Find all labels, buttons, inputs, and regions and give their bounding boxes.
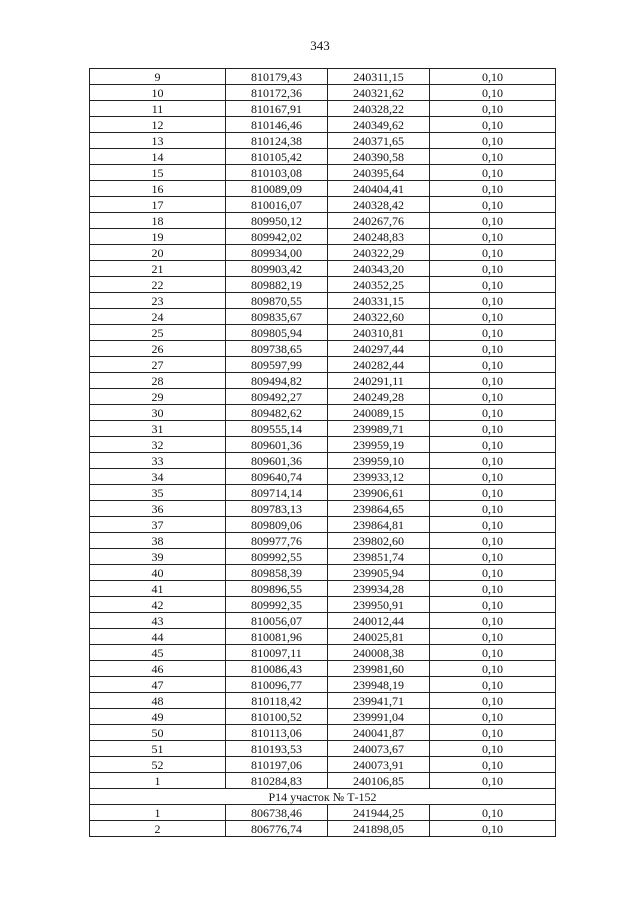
- point-number-cell: 26: [90, 341, 226, 357]
- accuracy-cell: 0,10: [430, 773, 556, 789]
- point-number-cell: 9: [90, 69, 226, 85]
- x-coordinate-cell: 809640,74: [226, 469, 328, 485]
- table-row: [90, 101, 556, 117]
- accuracy-cell: 0,10: [430, 277, 556, 293]
- point-number-cell: 39: [90, 549, 226, 565]
- x-coordinate-cell: 810167,91: [226, 101, 328, 117]
- x-coordinate-cell: 809870,55: [226, 293, 328, 309]
- point-number-cell: 31: [90, 421, 226, 437]
- point-number-cell: 14: [90, 149, 226, 165]
- page-number: 343: [310, 38, 330, 53]
- point-number-cell: 35: [90, 485, 226, 501]
- y-coordinate-cell: 240310,81: [328, 325, 430, 341]
- accuracy-cell: 0,10: [430, 389, 556, 405]
- table-row: [90, 69, 556, 85]
- y-coordinate-cell: 240311,15: [328, 69, 430, 85]
- accuracy-cell: 0,10: [430, 197, 556, 213]
- y-coordinate-cell: 239950,91: [328, 597, 430, 613]
- y-coordinate-cell: 239941,71: [328, 693, 430, 709]
- point-number-cell: 20: [90, 245, 226, 261]
- point-number-cell: 24: [90, 309, 226, 325]
- y-coordinate-cell: 239934,28: [328, 581, 430, 597]
- accuracy-cell: 0,10: [430, 677, 556, 693]
- point-number-cell: 13: [90, 133, 226, 149]
- table-row: [90, 421, 556, 437]
- table-row: [90, 581, 556, 597]
- accuracy-cell: 0,10: [430, 101, 556, 117]
- x-coordinate-cell: 810097,11: [226, 645, 328, 661]
- point-number-cell: 42: [90, 597, 226, 613]
- accuracy-cell: 0,10: [430, 661, 556, 677]
- x-coordinate-cell: 809977,76: [226, 533, 328, 549]
- accuracy-cell: 0,10: [430, 149, 556, 165]
- table-row: [90, 149, 556, 165]
- accuracy-cell: 0,10: [430, 597, 556, 613]
- point-number-cell: 18: [90, 213, 226, 229]
- accuracy-cell: 0,10: [430, 517, 556, 533]
- x-coordinate-cell: 810146,46: [226, 117, 328, 133]
- x-coordinate-cell: 809882,19: [226, 277, 328, 293]
- x-coordinate-cell: 809601,36: [226, 453, 328, 469]
- point-number-cell: 10: [90, 85, 226, 101]
- accuracy-cell: 0,10: [430, 613, 556, 629]
- x-coordinate-cell: 810179,43: [226, 69, 328, 85]
- table-row: [90, 389, 556, 405]
- point-number-cell: 27: [90, 357, 226, 373]
- y-coordinate-cell: 239851,74: [328, 549, 430, 565]
- table-row: [90, 117, 556, 133]
- x-coordinate-cell: 809858,39: [226, 565, 328, 581]
- table-row: [90, 341, 556, 357]
- point-number-cell: 32: [90, 437, 226, 453]
- y-coordinate-cell: 240322,29: [328, 245, 430, 261]
- y-coordinate-cell: 240395,64: [328, 165, 430, 181]
- point-number-cell: 36: [90, 501, 226, 517]
- accuracy-cell: 0,10: [430, 821, 556, 837]
- y-coordinate-cell: 240352,25: [328, 277, 430, 293]
- table-row: [90, 517, 556, 533]
- accuracy-cell: 0,10: [430, 501, 556, 517]
- point-number-cell: 51: [90, 741, 226, 757]
- y-coordinate-cell: 240106,85: [328, 773, 430, 789]
- x-coordinate-cell: 809942,02: [226, 229, 328, 245]
- x-coordinate-cell: 809992,35: [226, 597, 328, 613]
- table-row: [90, 533, 556, 549]
- point-number-cell: 34: [90, 469, 226, 485]
- accuracy-cell: 0,10: [430, 645, 556, 661]
- table-row: [90, 485, 556, 501]
- x-coordinate-cell: 810284,83: [226, 773, 328, 789]
- x-coordinate-cell: 810086,43: [226, 661, 328, 677]
- x-coordinate-cell: 810124,38: [226, 133, 328, 149]
- table-row: [90, 693, 556, 709]
- accuracy-cell: 0,10: [430, 357, 556, 373]
- accuracy-cell: 0,10: [430, 325, 556, 341]
- table-row: [90, 405, 556, 421]
- table-row: [90, 757, 556, 773]
- y-coordinate-cell: 240322,60: [328, 309, 430, 325]
- accuracy-cell: 0,10: [430, 405, 556, 421]
- accuracy-cell: 0,10: [430, 741, 556, 757]
- point-number-cell: 49: [90, 709, 226, 725]
- y-coordinate-cell: 240404,41: [328, 181, 430, 197]
- point-number-cell: 30: [90, 405, 226, 421]
- x-coordinate-cell: 809992,55: [226, 549, 328, 565]
- accuracy-cell: 0,10: [430, 565, 556, 581]
- y-coordinate-cell: 240282,44: [328, 357, 430, 373]
- x-coordinate-cell: 810100,52: [226, 709, 328, 725]
- point-number-cell: 2: [90, 821, 226, 837]
- x-coordinate-cell: 810113,06: [226, 725, 328, 741]
- x-coordinate-cell: 809597,99: [226, 357, 328, 373]
- x-coordinate-cell: 809835,67: [226, 309, 328, 325]
- accuracy-cell: 0,10: [430, 629, 556, 645]
- accuracy-cell: 0,10: [430, 693, 556, 709]
- table-row: [90, 261, 556, 277]
- point-number-cell: 37: [90, 517, 226, 533]
- accuracy-cell: 0,10: [430, 373, 556, 389]
- table-row: [90, 437, 556, 453]
- table-row: [90, 277, 556, 293]
- x-coordinate-cell: 809482,62: [226, 405, 328, 421]
- y-coordinate-cell: 240321,62: [328, 85, 430, 101]
- x-coordinate-cell: 809783,13: [226, 501, 328, 517]
- table-row: [90, 197, 556, 213]
- point-number-cell: 23: [90, 293, 226, 309]
- accuracy-cell: 0,10: [430, 181, 556, 197]
- accuracy-cell: 0,10: [430, 85, 556, 101]
- x-coordinate-cell: 810197,06: [226, 757, 328, 773]
- accuracy-cell: 0,10: [430, 293, 556, 309]
- accuracy-cell: 0,10: [430, 485, 556, 501]
- accuracy-cell: 0,10: [430, 213, 556, 229]
- table-row: [90, 501, 556, 517]
- accuracy-cell: 0,10: [430, 581, 556, 597]
- point-number-cell: 33: [90, 453, 226, 469]
- table-row: [90, 293, 556, 309]
- y-coordinate-cell: 240073,67: [328, 741, 430, 757]
- point-number-cell: 11: [90, 101, 226, 117]
- y-coordinate-cell: 240328,22: [328, 101, 430, 117]
- table-row: [90, 661, 556, 677]
- x-coordinate-cell: 810096,77: [226, 677, 328, 693]
- y-coordinate-cell: 241898,05: [328, 821, 430, 837]
- table-row: [90, 677, 556, 693]
- y-coordinate-cell: 239991,04: [328, 709, 430, 725]
- y-coordinate-cell: 240249,28: [328, 389, 430, 405]
- accuracy-cell: 0,10: [430, 805, 556, 821]
- accuracy-cell: 0,10: [430, 469, 556, 485]
- y-coordinate-cell: 240041,87: [328, 725, 430, 741]
- accuracy-cell: 0,10: [430, 421, 556, 437]
- y-coordinate-cell: 239959,10: [328, 453, 430, 469]
- point-number-cell: 44: [90, 629, 226, 645]
- x-coordinate-cell: 809738,65: [226, 341, 328, 357]
- table-row: [90, 821, 556, 837]
- y-coordinate-cell: 240371,65: [328, 133, 430, 149]
- y-coordinate-cell: 240390,58: [328, 149, 430, 165]
- accuracy-cell: 0,10: [430, 245, 556, 261]
- table-row: [90, 597, 556, 613]
- table-row: [90, 85, 556, 101]
- y-coordinate-cell: 240291,11: [328, 373, 430, 389]
- y-coordinate-cell: 240297,44: [328, 341, 430, 357]
- point-number-cell: 43: [90, 613, 226, 629]
- accuracy-cell: 0,10: [430, 165, 556, 181]
- x-coordinate-cell: 806738,46: [226, 805, 328, 821]
- y-coordinate-cell: 239959,19: [328, 437, 430, 453]
- table-body-section-1: [90, 69, 556, 789]
- point-number-cell: 12: [90, 117, 226, 133]
- y-coordinate-cell: 239906,61: [328, 485, 430, 501]
- accuracy-cell: 0,10: [430, 709, 556, 725]
- y-coordinate-cell: 240331,15: [328, 293, 430, 309]
- y-coordinate-cell: 241944,25: [328, 805, 430, 821]
- table-row: [90, 645, 556, 661]
- table-row: [90, 725, 556, 741]
- y-coordinate-cell: 239864,65: [328, 501, 430, 517]
- accuracy-cell: 0,10: [430, 309, 556, 325]
- point-number-cell: 17: [90, 197, 226, 213]
- table-body-section-2: [90, 805, 556, 837]
- table-row: [90, 133, 556, 149]
- y-coordinate-cell: 239948,19: [328, 677, 430, 693]
- coordinates-table: [89, 68, 556, 837]
- accuracy-cell: 0,10: [430, 133, 556, 149]
- accuracy-cell: 0,10: [430, 437, 556, 453]
- section-title-row: [90, 789, 556, 805]
- table-row: [90, 629, 556, 645]
- y-coordinate-cell: 240025,81: [328, 629, 430, 645]
- point-number-cell: 38: [90, 533, 226, 549]
- y-coordinate-cell: 240012,44: [328, 613, 430, 629]
- y-coordinate-cell: 239802,60: [328, 533, 430, 549]
- y-coordinate-cell: 240349,62: [328, 117, 430, 133]
- x-coordinate-cell: 810016,07: [226, 197, 328, 213]
- table-row: [90, 565, 556, 581]
- x-coordinate-cell: 809492,27: [226, 389, 328, 405]
- x-coordinate-cell: 810103,08: [226, 165, 328, 181]
- y-coordinate-cell: 240248,83: [328, 229, 430, 245]
- table-row: [90, 309, 556, 325]
- accuracy-cell: 0,10: [430, 549, 556, 565]
- accuracy-cell: 0,10: [430, 341, 556, 357]
- point-number-cell: 15: [90, 165, 226, 181]
- y-coordinate-cell: 239864,81: [328, 517, 430, 533]
- y-coordinate-cell: 240328,42: [328, 197, 430, 213]
- accuracy-cell: 0,10: [430, 757, 556, 773]
- table-row: [90, 213, 556, 229]
- x-coordinate-cell: 810118,42: [226, 693, 328, 709]
- x-coordinate-cell: 810089,09: [226, 181, 328, 197]
- accuracy-cell: 0,10: [430, 725, 556, 741]
- table-row: [90, 373, 556, 389]
- point-number-cell: 45: [90, 645, 226, 661]
- point-number-cell: 40: [90, 565, 226, 581]
- point-number-cell: 29: [90, 389, 226, 405]
- section-title: Р14 участок № Т-152: [90, 789, 556, 805]
- point-number-cell: 19: [90, 229, 226, 245]
- x-coordinate-cell: 810081,96: [226, 629, 328, 645]
- table-section-header: [90, 789, 556, 805]
- accuracy-cell: 0,10: [430, 229, 556, 245]
- table-row: [90, 741, 556, 757]
- point-number-cell: 22: [90, 277, 226, 293]
- point-number-cell: 1: [90, 805, 226, 821]
- table-row: [90, 357, 556, 373]
- y-coordinate-cell: 239905,94: [328, 565, 430, 581]
- table-row: [90, 245, 556, 261]
- x-coordinate-cell: 809950,12: [226, 213, 328, 229]
- x-coordinate-cell: 809601,36: [226, 437, 328, 453]
- x-coordinate-cell: 810193,53: [226, 741, 328, 757]
- x-coordinate-cell: 809896,55: [226, 581, 328, 597]
- x-coordinate-cell: 810056,07: [226, 613, 328, 629]
- point-number-cell: 16: [90, 181, 226, 197]
- point-number-cell: 48: [90, 693, 226, 709]
- point-number-cell: 52: [90, 757, 226, 773]
- y-coordinate-cell: 239989,71: [328, 421, 430, 437]
- accuracy-cell: 0,10: [430, 261, 556, 277]
- x-coordinate-cell: 810172,36: [226, 85, 328, 101]
- x-coordinate-cell: 809809,06: [226, 517, 328, 533]
- point-number-cell: 46: [90, 661, 226, 677]
- x-coordinate-cell: 810105,42: [226, 149, 328, 165]
- point-number-cell: 21: [90, 261, 226, 277]
- table-row: [90, 469, 556, 485]
- x-coordinate-cell: 809903,42: [226, 261, 328, 277]
- accuracy-cell: 0,10: [430, 69, 556, 85]
- table-row: [90, 549, 556, 565]
- point-number-cell: 41: [90, 581, 226, 597]
- table-row: [90, 805, 556, 821]
- table-row: [90, 325, 556, 341]
- x-coordinate-cell: 809494,82: [226, 373, 328, 389]
- y-coordinate-cell: 240008,38: [328, 645, 430, 661]
- y-coordinate-cell: 240089,15: [328, 405, 430, 421]
- point-number-cell: 28: [90, 373, 226, 389]
- point-number-cell: 47: [90, 677, 226, 693]
- table-row: [90, 709, 556, 725]
- x-coordinate-cell: 806776,74: [226, 821, 328, 837]
- y-coordinate-cell: 240343,20: [328, 261, 430, 277]
- x-coordinate-cell: 809805,94: [226, 325, 328, 341]
- table-row: [90, 181, 556, 197]
- x-coordinate-cell: 809714,14: [226, 485, 328, 501]
- point-number-cell: 25: [90, 325, 226, 341]
- table-row: [90, 165, 556, 181]
- accuracy-cell: 0,10: [430, 453, 556, 469]
- point-number-cell: 50: [90, 725, 226, 741]
- table-row: [90, 229, 556, 245]
- y-coordinate-cell: 240073,91: [328, 757, 430, 773]
- table-row: [90, 613, 556, 629]
- x-coordinate-cell: 809934,00: [226, 245, 328, 261]
- accuracy-cell: 0,10: [430, 117, 556, 133]
- x-coordinate-cell: 809555,14: [226, 421, 328, 437]
- point-number-cell: 1: [90, 773, 226, 789]
- table-row: [90, 773, 556, 789]
- table-row: [90, 453, 556, 469]
- y-coordinate-cell: 239981,60: [328, 661, 430, 677]
- y-coordinate-cell: 239933,12: [328, 469, 430, 485]
- accuracy-cell: 0,10: [430, 533, 556, 549]
- y-coordinate-cell: 240267,76: [328, 213, 430, 229]
